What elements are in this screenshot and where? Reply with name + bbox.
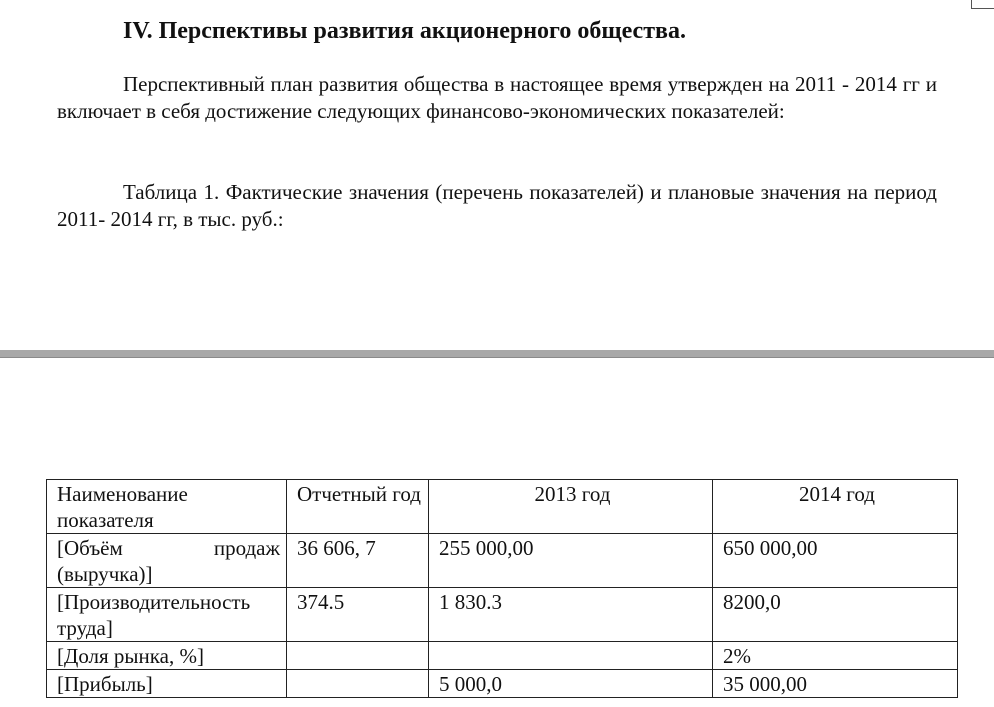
table-row [47, 642, 958, 670]
table-cell-reporting-year [287, 670, 429, 698]
intro-paragraph: Перспективный план развития общества в настоящее время утвержден на 2011 - 2014 гг и включает в себя достижение следующих финансово-экономических показателей: [57, 72, 937, 123]
table-cell-indicator: [Производительность труда] [47, 588, 287, 642]
table-cell-2014: 2% [713, 642, 958, 670]
table-cell-2014: 650 000,00 [713, 534, 958, 588]
table-cell-2013: 1 830.3 [429, 588, 713, 642]
table-row [47, 588, 958, 642]
table-cell-reporting-year: 374.5 [287, 588, 429, 642]
table-row [47, 534, 958, 588]
section-heading: IV. Перспективы развития акционерного общества. [123, 18, 686, 44]
table-cell-2014: 35 000,00 [713, 670, 958, 698]
table-cell-2013: 5 000,0 [429, 670, 713, 698]
table-cell-reporting-year: 36 606, 7 [287, 534, 429, 588]
table-cell-2013 [429, 642, 713, 670]
header-indicator-name: Наименование показателя [47, 480, 287, 534]
table-row [47, 670, 958, 698]
header-reporting-year: Отчетный год [287, 480, 429, 534]
document-page-top [0, 0, 994, 350]
indicators-table [46, 479, 958, 698]
table-cell-reporting-year [287, 642, 429, 670]
table-cell-2014: 8200,0 [713, 588, 958, 642]
header-2013: 2013 год [429, 480, 713, 534]
table-header-row [47, 480, 958, 534]
table-cell-2013: 255 000,00 [429, 534, 713, 588]
table-cell-indicator: [Объём продаж (выручка)] [47, 534, 287, 588]
table-cell-indicator: [Прибыль] [47, 670, 287, 698]
table-cell-indicator: [Доля рынка, %] [47, 642, 287, 670]
page-break-separator [0, 350, 994, 358]
header-2014: 2014 год [713, 480, 958, 534]
page-corner-mark [971, 0, 994, 9]
table-caption: Таблица 1. Фактические значения (перечень показателей) и плановые значения на период 2011- 2014 гг, в тыс. руб.: [57, 180, 937, 231]
